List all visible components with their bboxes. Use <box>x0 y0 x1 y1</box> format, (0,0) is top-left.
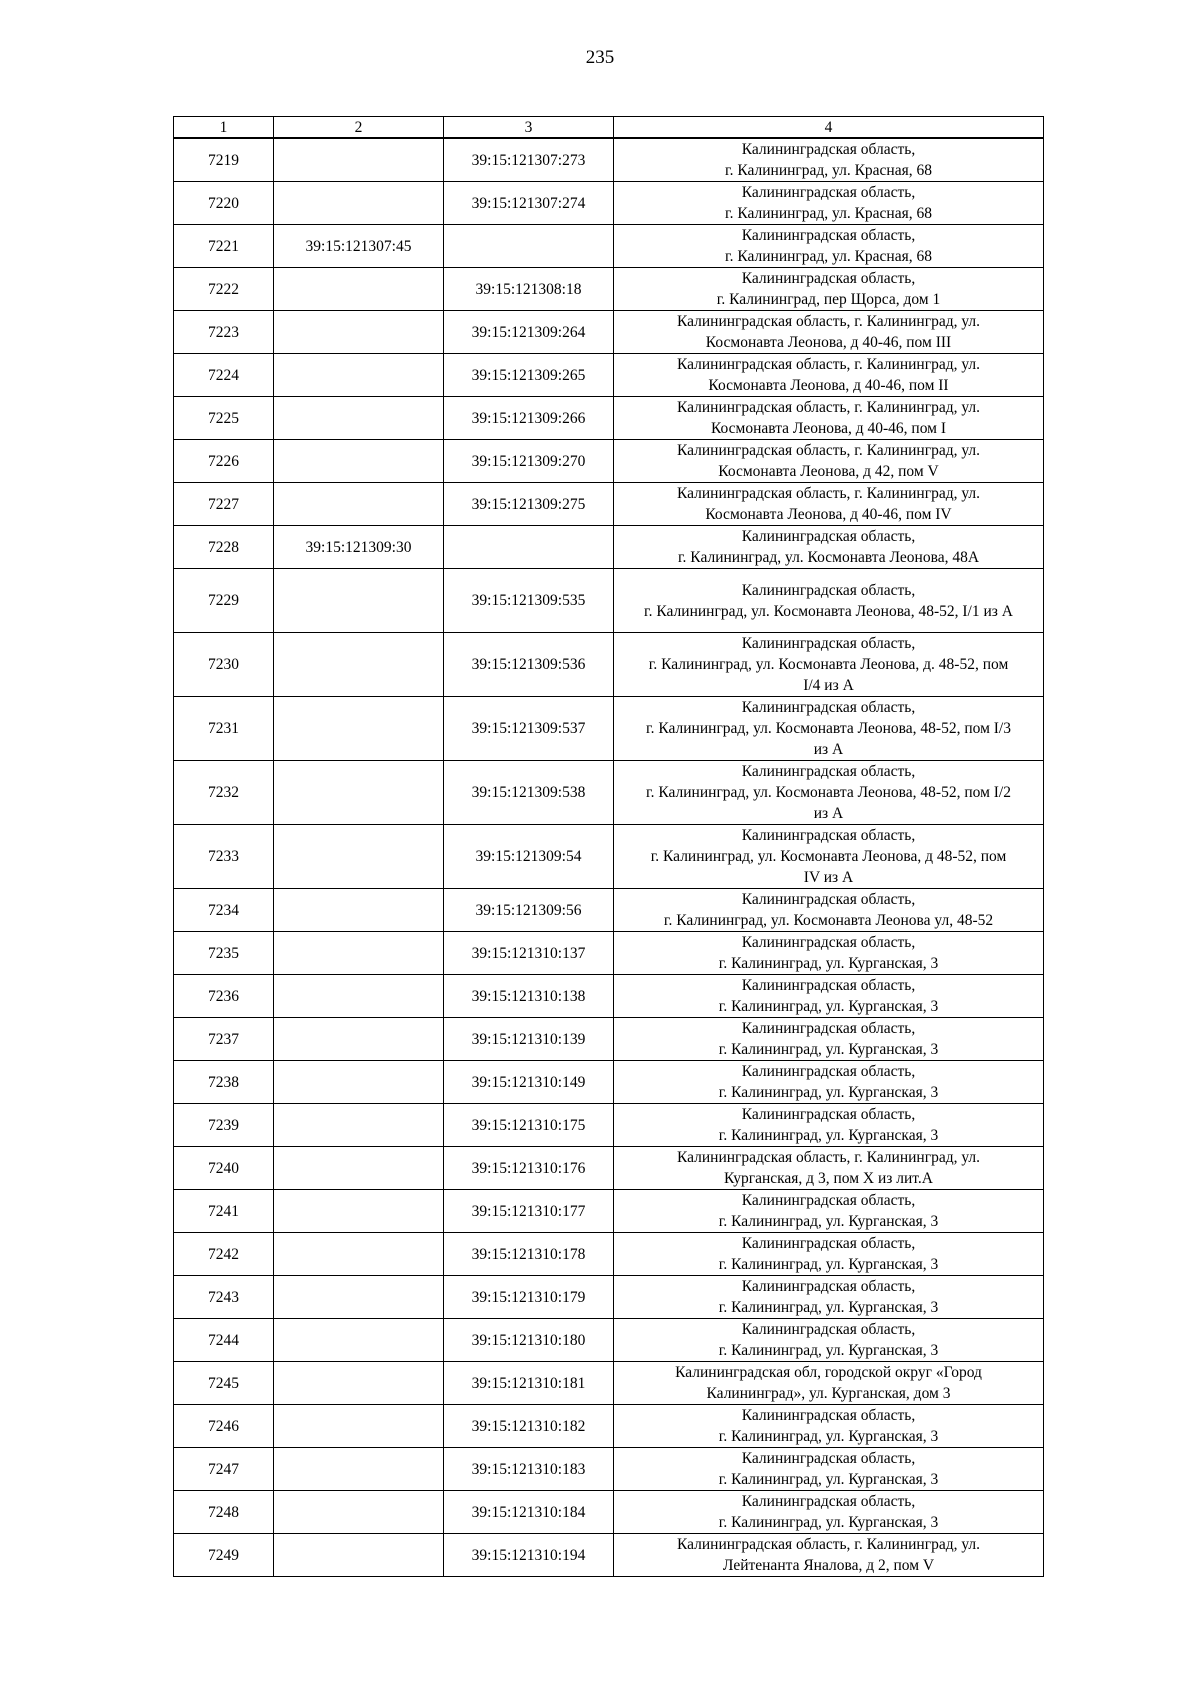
address-line: г. Калининград, пер Щорса, дом 1 <box>716 291 941 308</box>
address-line: Космонавта Леонова, д 40-46, пом II <box>708 377 949 394</box>
address-line: г. Калининград, ул. Космонавта Леонова, 48-52, пом I/2 <box>646 784 1011 801</box>
address-line: Калининградская область, <box>741 1020 916 1037</box>
cadastral-number-col3: 39:15:121309:266 <box>444 397 614 440</box>
cadastral-number-col3: 39:15:121310:177 <box>444 1190 614 1233</box>
table-row <box>174 182 1044 225</box>
address-line: Калининградская область, <box>741 1192 916 1209</box>
cadastral-number-col3: 39:15:121310:194 <box>444 1534 614 1577</box>
address-line: Калининградская область, <box>741 1278 916 1295</box>
address-line: I/4 из А <box>803 677 854 694</box>
row-number: 7244 <box>174 1319 274 1362</box>
cadastral-number-col3: 39:15:121310:178 <box>444 1233 614 1276</box>
address-line: Калининградская область, <box>741 1106 916 1123</box>
row-number: 7233 <box>174 825 274 889</box>
address-cell <box>614 1448 1044 1491</box>
cadastral-number-col3: 39:15:121309:538 <box>444 761 614 825</box>
cadastral-number-col3 <box>444 526 614 569</box>
row-number: 7241 <box>174 1190 274 1233</box>
table-row <box>174 633 1044 697</box>
address-line: Калининградская область, <box>741 1493 916 1510</box>
header-row <box>174 117 1044 139</box>
address-cell <box>614 633 1044 697</box>
cadastral-number-col3: 39:15:121309:264 <box>444 311 614 354</box>
table-row <box>174 1018 1044 1061</box>
address-line: г. Калининград, ул. Космонавта Леонова, д 48-52, пом <box>650 848 1007 865</box>
cadastral-number-col3: 39:15:121310:137 <box>444 932 614 975</box>
address-line: Калининградская область, <box>741 184 916 201</box>
address-line: Калининградская область, <box>741 1321 916 1338</box>
table-row <box>174 1405 1044 1448</box>
table-row <box>174 1061 1044 1104</box>
address-line: г. Калининград, ул. Космонавта Леонова, 48-52, I/1 из А <box>644 602 1013 620</box>
address-cell <box>614 138 1044 182</box>
row-number: 7245 <box>174 1362 274 1405</box>
address-line: Калининградская область, <box>741 1450 916 1467</box>
row-number: 7219 <box>174 138 274 182</box>
address-line: Калининградская область, <box>741 528 916 545</box>
address-line: г. Калининград, ул. Курганская, 3 <box>718 1514 939 1531</box>
cadastral-number-col3: 39:15:121309:537 <box>444 697 614 761</box>
cadastral-number-col2 <box>274 1362 444 1405</box>
table-row <box>174 697 1044 761</box>
table-row <box>174 440 1044 483</box>
row-number: 7226 <box>174 440 274 483</box>
cadastral-number-col2 <box>274 354 444 397</box>
cadastral-number-col2 <box>274 932 444 975</box>
cadastral-number-col3: 39:15:121310:181 <box>444 1362 614 1405</box>
address-line: Калининградская область, г. Калининград, ул. <box>676 1149 981 1166</box>
address-line: Калининградская область, <box>741 1407 916 1424</box>
address-cell <box>614 1491 1044 1534</box>
table-row <box>174 1104 1044 1147</box>
cadastral-number-col2 <box>274 975 444 1018</box>
cadastral-number-col3: 39:15:121310:182 <box>444 1405 614 1448</box>
address-line: Калининградская область, <box>741 763 916 780</box>
address-line: г. Калининград, ул. Космонавта Леонова ул, 48-52 <box>663 912 994 929</box>
address-line: г. Калининград, ул. Курганская, 3 <box>718 998 939 1015</box>
table-row <box>174 761 1044 825</box>
table-row <box>174 268 1044 311</box>
cadastral-number-col2 <box>274 761 444 825</box>
cadastral-number-col3: 39:15:121307:273 <box>444 138 614 182</box>
cadastral-number-col3: 39:15:121310:184 <box>444 1491 614 1534</box>
table-row <box>174 225 1044 268</box>
address-line: Калининград», ул. Курганская, дом 3 <box>706 1385 951 1402</box>
address-line: г. Калининград, ул. Курганская, 3 <box>718 1084 939 1101</box>
address-line: г. Калининград, ул. Курганская, 3 <box>718 955 939 972</box>
address-line: Калининградская область, <box>741 1063 916 1080</box>
table-row <box>174 1190 1044 1233</box>
address-line: Калининградская область, <box>741 699 916 716</box>
address-cell <box>614 354 1044 397</box>
row-number: 7242 <box>174 1233 274 1276</box>
row-number: 7247 <box>174 1448 274 1491</box>
table-row <box>174 825 1044 889</box>
cadastral-number-col2 <box>274 1147 444 1190</box>
cadastral-number-col2: 39:15:121307:45 <box>274 225 444 268</box>
address-line: Калининградская область, <box>741 977 916 994</box>
address-line: Калининградская область, г. Калининград, ул. <box>676 399 981 416</box>
cadastral-number-col3: 39:15:121309:270 <box>444 440 614 483</box>
row-number: 7237 <box>174 1018 274 1061</box>
row-number: 7225 <box>174 397 274 440</box>
column-header-3: 3 <box>444 117 614 139</box>
table-row <box>174 1319 1044 1362</box>
table-header <box>174 117 1044 139</box>
table-row <box>174 1147 1044 1190</box>
address-cell <box>614 1061 1044 1104</box>
cadastral-number-col3: 39:15:121309:56 <box>444 889 614 932</box>
cadastral-number-col3: 39:15:121310:149 <box>444 1061 614 1104</box>
address-line: Калининградская область, <box>741 270 916 287</box>
cadastral-number-col2 <box>274 1534 444 1577</box>
table-row <box>174 932 1044 975</box>
cadastral-number-col2 <box>274 1104 444 1147</box>
table-row <box>174 1362 1044 1405</box>
address-line: г. Калининград, ул. Курганская, 3 <box>718 1471 939 1488</box>
cadastral-number-col2 <box>274 311 444 354</box>
cadastral-number-col2 <box>274 483 444 526</box>
address-line: Курганская, д 3, пом X из лит.А <box>724 1170 933 1187</box>
cadastral-number-col3: 39:15:121309:536 <box>444 633 614 697</box>
cadastral-number-col2 <box>274 1061 444 1104</box>
row-number: 7235 <box>174 932 274 975</box>
cadastral-number-col2 <box>274 1491 444 1534</box>
address-line: г. Калининград, ул. Курганская, 3 <box>718 1256 939 1273</box>
row-number: 7232 <box>174 761 274 825</box>
address-line: г. Калининград, ул. Курганская, 3 <box>718 1428 939 1445</box>
cadastral-number-col3: 39:15:121309:265 <box>444 354 614 397</box>
address-line: г. Калининград, ул. Космонавта Леонова, 48А <box>677 549 980 566</box>
address-line: Калининградская область, <box>741 635 916 652</box>
row-number: 7228 <box>174 526 274 569</box>
address-cell <box>614 483 1044 526</box>
address-line: г. Калининград, ул. Космонавта Леонова, 48-52, пом I/3 <box>646 720 1011 737</box>
cadastral-number-col2 <box>274 1448 444 1491</box>
address-cell <box>614 1276 1044 1319</box>
registry-table <box>173 116 1044 1577</box>
cadastral-number-col2 <box>274 1018 444 1061</box>
cadastral-number-col2 <box>274 825 444 889</box>
address-cell <box>614 1319 1044 1362</box>
table-row <box>174 975 1044 1018</box>
address-cell <box>614 1190 1044 1233</box>
table-row <box>174 889 1044 932</box>
table-row <box>174 1276 1044 1319</box>
column-header-1: 1 <box>174 117 274 139</box>
cadastral-number-col3 <box>444 225 614 268</box>
cadastral-number-col3: 39:15:121310:179 <box>444 1276 614 1319</box>
cadastral-number-col3: 39:15:121310:175 <box>444 1104 614 1147</box>
row-number: 7223 <box>174 311 274 354</box>
address-line: г. Калининград, ул. Курганская, 3 <box>718 1213 939 1230</box>
address-cell <box>614 397 1044 440</box>
address-line: Калининградская область, <box>741 227 916 244</box>
address-line: Калининградская область, г. Калининград, ул. <box>676 313 981 330</box>
address-line: г. Калининград, ул. Курганская, 3 <box>718 1342 939 1359</box>
page-number: 235 <box>585 47 615 68</box>
cadastral-number-col2 <box>274 1276 444 1319</box>
address-line: Калининградская область, г. Калининград, ул. <box>676 442 981 459</box>
address-line: Калининградская область, г. Калининград, ул. <box>676 1536 981 1553</box>
row-number: 7231 <box>174 697 274 761</box>
row-number: 7227 <box>174 483 274 526</box>
table-row <box>174 397 1044 440</box>
address-cell <box>614 1018 1044 1061</box>
table-row <box>174 569 1044 633</box>
address-line: Космонавта Леонова, д 40-46, пом III <box>705 334 952 351</box>
row-number: 7221 <box>174 225 274 268</box>
table-row <box>174 1491 1044 1534</box>
address-cell <box>614 268 1044 311</box>
address-line: Космонавта Леонова, д 40-46, пом IV <box>705 506 952 523</box>
cadastral-number-col3: 39:15:121310:176 <box>444 1147 614 1190</box>
address-cell <box>614 1362 1044 1405</box>
address-line: Калининградская область, <box>741 141 916 158</box>
address-cell <box>614 440 1044 483</box>
table-row <box>174 138 1044 182</box>
table-row <box>174 311 1044 354</box>
address-line: г. Калининград, ул. Курганская, 3 <box>718 1041 939 1058</box>
row-number: 7240 <box>174 1147 274 1190</box>
table-row <box>174 1448 1044 1491</box>
column-header-4: 4 <box>614 117 1044 139</box>
address-line: Калининградская область, <box>741 827 916 844</box>
cadastral-number-col3: 39:15:121309:535 <box>444 569 614 633</box>
column-header-2: 2 <box>274 117 444 139</box>
address-line: Калининградская область, г. Калининград, ул. <box>676 485 981 502</box>
address-line: г. Калининград, ул. Красная, 68 <box>724 205 932 222</box>
address-cell <box>614 569 1044 633</box>
address-cell <box>614 225 1044 268</box>
address-cell <box>614 311 1044 354</box>
row-number: 7248 <box>174 1491 274 1534</box>
cadastral-number-col2 <box>274 1319 444 1362</box>
cadastral-number-col2 <box>274 633 444 697</box>
cadastral-number-col3: 39:15:121309:275 <box>444 483 614 526</box>
address-line: из А <box>813 741 844 758</box>
row-number: 7238 <box>174 1061 274 1104</box>
row-number: 7246 <box>174 1405 274 1448</box>
row-number: 7236 <box>174 975 274 1018</box>
cadastral-number-col2 <box>274 1405 444 1448</box>
cadastral-number-col2 <box>274 397 444 440</box>
address-cell <box>614 526 1044 569</box>
address-cell <box>614 975 1044 1018</box>
cadastral-number-col3: 39:15:121310:139 <box>444 1018 614 1061</box>
row-number: 7249 <box>174 1534 274 1577</box>
address-line: IV из А <box>803 869 854 886</box>
cadastral-number-col3: 39:15:121309:54 <box>444 825 614 889</box>
address-cell <box>614 697 1044 761</box>
row-number: 7220 <box>174 182 274 225</box>
address-cell <box>614 761 1044 825</box>
row-number: 7239 <box>174 1104 274 1147</box>
cadastral-number-col2 <box>274 1190 444 1233</box>
address-line: Калининградская область, г. Калининград, ул. <box>676 356 981 373</box>
address-line: Калининградская обл, городской округ «Город <box>675 1364 982 1381</box>
row-number: 7243 <box>174 1276 274 1319</box>
cadastral-number-col2 <box>274 889 444 932</box>
address-line: г. Калининград, ул. Красная, 68 <box>724 162 932 179</box>
table-row <box>174 354 1044 397</box>
cadastral-number-col2 <box>274 138 444 182</box>
address-line: г. Калининград, ул. Космонавта Леонова, д. 48-52, пом <box>648 656 1009 673</box>
cadastral-number-col2 <box>274 268 444 311</box>
cadastral-number-col3: 39:15:121308:18 <box>444 268 614 311</box>
address-cell <box>614 932 1044 975</box>
address-cell <box>614 889 1044 932</box>
address-line: Калининградская область, <box>741 1235 916 1252</box>
cadastral-number-col2 <box>274 182 444 225</box>
table-body <box>174 138 1044 1577</box>
row-number: 7229 <box>174 569 274 633</box>
address-line: Космонавта Леонова, д 42, пом V <box>718 463 939 480</box>
table-row <box>174 483 1044 526</box>
address-line: Калининградская область, <box>741 934 916 951</box>
cadastral-number-col2 <box>274 697 444 761</box>
cadastral-number-col3: 39:15:121310:183 <box>444 1448 614 1491</box>
address-line: Калининградская область, <box>741 581 916 599</box>
cadastral-number-col2 <box>274 1233 444 1276</box>
row-number: 7224 <box>174 354 274 397</box>
table-row <box>174 526 1044 569</box>
address-line: Лейтенанта Яналова, д 2, пом V <box>722 1557 935 1574</box>
cadastral-number-col3: 39:15:121307:274 <box>444 182 614 225</box>
cadastral-number-col3: 39:15:121310:180 <box>444 1319 614 1362</box>
address-line: Калининградская область, <box>741 891 916 908</box>
address-cell <box>614 182 1044 225</box>
address-line: г. Калининград, ул. Курганская, 3 <box>718 1299 939 1316</box>
address-cell <box>614 1405 1044 1448</box>
address-cell <box>614 1147 1044 1190</box>
address-line: Космонавта Леонова, д 40-46, пом I <box>710 420 947 437</box>
address-line: г. Калининград, ул. Красная, 68 <box>724 248 932 265</box>
cadastral-number-col2 <box>274 440 444 483</box>
row-number: 7234 <box>174 889 274 932</box>
address-cell <box>614 825 1044 889</box>
address-line: г. Калининград, ул. Курганская, 3 <box>718 1127 939 1144</box>
cadastral-number-col3: 39:15:121310:138 <box>444 975 614 1018</box>
table-row <box>174 1233 1044 1276</box>
address-cell <box>614 1534 1044 1577</box>
row-number: 7230 <box>174 633 274 697</box>
row-number: 7222 <box>174 268 274 311</box>
cadastral-number-col2: 39:15:121309:30 <box>274 526 444 569</box>
address-cell <box>614 1233 1044 1276</box>
address-cell <box>614 1104 1044 1147</box>
cadastral-number-col2 <box>274 569 444 633</box>
table-row <box>174 1534 1044 1577</box>
address-line: из А <box>813 805 844 822</box>
